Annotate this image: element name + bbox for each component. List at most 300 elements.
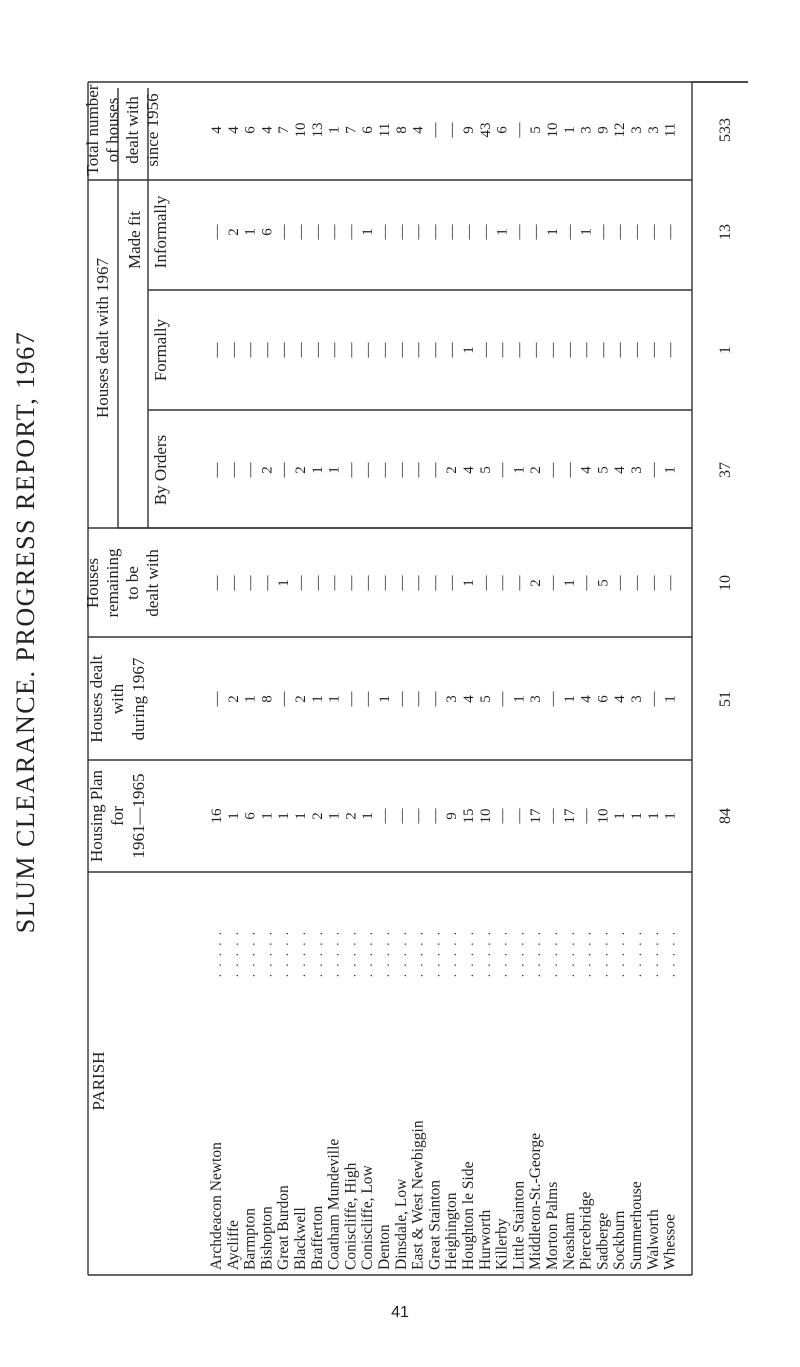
table-row bbox=[275, 126, 292, 1270]
parish-name: Coniscliffe, High bbox=[342, 1162, 360, 1270]
table-row bbox=[443, 122, 460, 1271]
total-informally: 13 bbox=[717, 224, 734, 240]
parish-name: Aycliffe bbox=[224, 1220, 242, 1270]
cell-informally: 1 bbox=[360, 228, 377, 236]
header-dealt-1967-line: with bbox=[108, 683, 127, 715]
cell-remaining: 1 bbox=[561, 579, 578, 587]
cell-formally: — bbox=[225, 342, 242, 358]
cell-formally: — bbox=[276, 342, 293, 358]
cell-dealt: 1 bbox=[326, 695, 343, 703]
cell-plan: — bbox=[427, 808, 444, 824]
cell-plan: 17 bbox=[528, 808, 545, 824]
cell-plan: — bbox=[578, 808, 595, 824]
parish-name: Archdeacon Newton bbox=[208, 1142, 225, 1270]
cell-orders: — bbox=[377, 462, 393, 478]
parish-name: Walworth bbox=[644, 1209, 662, 1270]
cell-formally: — bbox=[545, 342, 561, 358]
cell-plan: 1 bbox=[259, 812, 276, 820]
cell-dealt: 1 bbox=[377, 695, 393, 703]
table-row bbox=[393, 126, 410, 1270]
cell-informally: 1 bbox=[494, 228, 511, 236]
cell-total: 6 bbox=[242, 126, 259, 134]
cell-total: 12 bbox=[612, 122, 629, 138]
table-row bbox=[477, 123, 494, 1271]
cell-orders: 2 bbox=[444, 466, 461, 474]
parish-name: Bishopton bbox=[258, 1206, 276, 1270]
cell-informally: 1 bbox=[545, 228, 561, 236]
cell-dealt: 4 bbox=[612, 695, 629, 703]
table-row bbox=[611, 123, 628, 1271]
cell-informally: — bbox=[293, 224, 309, 240]
cell-informally: 2 bbox=[225, 228, 242, 236]
cell-total: 4 bbox=[225, 126, 242, 134]
cell-remaining: — bbox=[662, 575, 679, 591]
parish-name: Summerhouse bbox=[628, 1181, 645, 1270]
parish-name: Houghton le Side bbox=[460, 1161, 477, 1270]
cell-plan: 16 bbox=[209, 808, 225, 824]
cell-remaining: — bbox=[293, 575, 309, 591]
leader-dots: . . . . . bbox=[393, 930, 409, 978]
cell-total: 7 bbox=[343, 126, 360, 134]
cell-informally: — bbox=[377, 224, 393, 240]
cell-total: — bbox=[511, 122, 528, 138]
cell-total: 1 bbox=[561, 126, 578, 134]
cell-orders: — bbox=[494, 462, 511, 478]
cell-total: 3 bbox=[629, 126, 645, 134]
cell-dealt: — bbox=[360, 691, 377, 707]
leader-dots: . . . . . bbox=[662, 930, 678, 978]
leader-dots: . . . . . bbox=[209, 930, 224, 978]
cell-orders: 5 bbox=[477, 466, 494, 474]
leader-dots: . . . . . bbox=[293, 930, 308, 978]
cell-informally: — bbox=[477, 224, 494, 240]
cell-orders: 4 bbox=[461, 466, 477, 474]
cell-dealt: 3 bbox=[629, 695, 645, 703]
cell-orders: 2 bbox=[259, 466, 276, 474]
cell-formally: — bbox=[444, 342, 461, 358]
page-title: SLUM CLEARANCE. PROGRESS REPORT, 1967 bbox=[11, 330, 40, 934]
leader-dots: . . . . . bbox=[444, 930, 460, 978]
header-remaining-line: Houses bbox=[83, 557, 102, 609]
cell-formally: — bbox=[242, 342, 259, 358]
cell-dealt: 2 bbox=[225, 695, 242, 703]
cell-remaining: — bbox=[612, 575, 629, 591]
table-row bbox=[208, 126, 225, 1270]
header-remaining-line: dealt with bbox=[143, 549, 162, 617]
parish-name: Great Stainton bbox=[426, 1180, 444, 1270]
cell-total: 4 bbox=[410, 126, 427, 134]
parish-name: Sadberge bbox=[594, 1212, 612, 1270]
cell-plan: 17 bbox=[561, 808, 578, 824]
cell-formally: — bbox=[309, 342, 326, 358]
table-row bbox=[225, 126, 242, 1270]
cell-remaining: — bbox=[545, 575, 561, 591]
parish-name: Coniscliffe, Low bbox=[359, 1165, 377, 1270]
cell-plan: — bbox=[377, 808, 393, 824]
header-total-line: of houses bbox=[103, 97, 122, 163]
cell-orders: — bbox=[242, 462, 259, 478]
cell-informally: 6 bbox=[259, 228, 276, 236]
table-row bbox=[645, 126, 662, 1270]
cell-remaining: 1 bbox=[461, 579, 477, 587]
cell-orders: — bbox=[276, 462, 293, 478]
cell-formally: — bbox=[410, 342, 427, 358]
cell-orders: — bbox=[561, 462, 578, 478]
table-row bbox=[578, 126, 595, 1270]
cell-formally: — bbox=[528, 342, 545, 358]
cell-orders: — bbox=[343, 462, 360, 478]
parish-name: Denton bbox=[376, 1224, 393, 1270]
cell-plan: 6 bbox=[242, 812, 259, 820]
table-row bbox=[594, 126, 611, 1270]
cell-formally: — bbox=[595, 342, 612, 358]
cell-remaining: — bbox=[309, 575, 326, 591]
cell-informally: — bbox=[276, 224, 293, 240]
header-made-fit: Made fit bbox=[125, 210, 144, 270]
cell-orders: 1 bbox=[326, 466, 343, 474]
header-houses-dealt-1967: Houses dealt with 1967 bbox=[93, 257, 112, 419]
total-total: 533 bbox=[717, 118, 734, 142]
cell-plan: — bbox=[511, 808, 528, 824]
cell-plan: 15 bbox=[461, 808, 477, 824]
cell-orders: 3 bbox=[629, 466, 645, 474]
cell-orders: — bbox=[360, 462, 377, 478]
table-row bbox=[494, 126, 511, 1270]
parish-name: Little Stainton bbox=[510, 1180, 528, 1270]
cell-plan: 10 bbox=[477, 808, 494, 824]
table-row bbox=[628, 126, 645, 1270]
table-row bbox=[242, 126, 259, 1270]
cell-remaining: — bbox=[494, 575, 511, 591]
leader-dots: . . . . . bbox=[612, 930, 628, 978]
header-remaining-line: remaining bbox=[103, 548, 122, 618]
cell-dealt: 4 bbox=[461, 695, 477, 703]
cell-formally: — bbox=[561, 342, 578, 358]
cell-total: 3 bbox=[578, 126, 595, 134]
cell-remaining: — bbox=[259, 575, 276, 591]
cell-total: 10 bbox=[293, 122, 309, 138]
cell-orders: — bbox=[225, 462, 242, 478]
cell-remaining: — bbox=[209, 575, 225, 591]
leader-dots: . . . . . bbox=[427, 930, 443, 978]
cell-informally: — bbox=[612, 224, 629, 240]
cell-total: 4 bbox=[259, 126, 276, 134]
cell-dealt: 3 bbox=[528, 695, 545, 703]
cell-total: 13 bbox=[309, 122, 326, 138]
cell-formally: — bbox=[326, 342, 343, 358]
cell-dealt: 1 bbox=[309, 695, 326, 703]
cell-informally: — bbox=[595, 224, 612, 240]
header-housing-plan-line: 1961—1965 bbox=[129, 773, 148, 859]
parish-name: Heighington bbox=[443, 1192, 461, 1270]
header-by-orders: By Orders bbox=[151, 434, 170, 506]
parish-name: Dinsdale, Low bbox=[392, 1178, 410, 1270]
cell-plan: 1 bbox=[612, 812, 629, 820]
header-dealt-1967-line: during 1967 bbox=[129, 657, 148, 741]
cell-plan: 10 bbox=[595, 808, 612, 824]
cell-formally: — bbox=[645, 342, 662, 358]
cell-plan: 1 bbox=[662, 812, 679, 820]
leader-dots: . . . . . bbox=[477, 930, 493, 978]
cell-dealt: — bbox=[343, 691, 360, 707]
table-row bbox=[342, 126, 359, 1270]
parish-name: Coatham Mundeville bbox=[325, 1138, 343, 1270]
leader-dots: . . . . . bbox=[343, 930, 359, 978]
cell-orders: 5 bbox=[595, 466, 612, 474]
leader-dots: . . . . . bbox=[326, 930, 342, 978]
cell-formally: — bbox=[662, 342, 679, 358]
header-total-line: since 1956 bbox=[143, 93, 162, 167]
cell-formally: — bbox=[477, 342, 494, 358]
cell-total: — bbox=[444, 122, 461, 138]
cell-total: 1 bbox=[326, 126, 343, 134]
table-body bbox=[208, 118, 734, 1270]
table-row bbox=[292, 123, 309, 1271]
cell-formally: — bbox=[377, 342, 393, 358]
table-row bbox=[309, 123, 326, 1271]
cell-total: 4 bbox=[209, 126, 225, 134]
header-remaining-line: to be bbox=[123, 566, 142, 600]
cell-formally: — bbox=[494, 342, 511, 358]
cell-formally: — bbox=[629, 342, 645, 358]
table-row bbox=[662, 123, 679, 1270]
total-plan: 84 bbox=[717, 808, 734, 824]
cell-informally: — bbox=[410, 224, 427, 240]
cell-total: 9 bbox=[595, 126, 612, 134]
cell-informally: 1 bbox=[578, 228, 595, 236]
cell-total: 6 bbox=[360, 126, 377, 134]
cell-orders: — bbox=[427, 462, 444, 478]
total-formally: 1 bbox=[717, 346, 734, 354]
leader-dots: . . . . . bbox=[595, 930, 611, 978]
cell-remaining: — bbox=[427, 575, 444, 591]
cell-formally: — bbox=[209, 342, 225, 358]
cell-dealt: 1 bbox=[662, 695, 679, 703]
cell-total: 5 bbox=[528, 126, 545, 134]
cell-plan: 9 bbox=[444, 812, 461, 820]
cell-informally: — bbox=[511, 224, 528, 240]
cell-remaining: — bbox=[645, 575, 662, 591]
cell-remaining: 5 bbox=[595, 579, 612, 587]
leader-dots: . . . . . bbox=[360, 930, 376, 978]
cell-orders: 4 bbox=[578, 466, 595, 474]
cell-total: 6 bbox=[494, 126, 511, 134]
leader-dots: . . . . . bbox=[309, 930, 325, 978]
parish-name: Neasham bbox=[560, 1212, 578, 1270]
cell-total: 8 bbox=[393, 126, 410, 134]
cell-dealt: 2 bbox=[293, 695, 309, 703]
parish-name: Hurworth bbox=[476, 1209, 494, 1270]
cell-dealt: 8 bbox=[259, 695, 276, 703]
parish-name: Whessoe bbox=[661, 1214, 679, 1270]
cell-plan: — bbox=[393, 808, 410, 824]
parish-name: Piercebridge bbox=[577, 1191, 595, 1270]
cell-total: 3 bbox=[645, 126, 662, 134]
cell-dealt: — bbox=[427, 691, 444, 707]
cell-orders: — bbox=[410, 462, 427, 478]
cell-remaining: — bbox=[629, 575, 645, 591]
table-row bbox=[544, 123, 561, 1271]
cell-formally: — bbox=[259, 342, 276, 358]
cell-remaining: 1 bbox=[276, 579, 293, 587]
leader-dots: . . . . . bbox=[511, 930, 527, 978]
cell-orders: — bbox=[393, 462, 410, 478]
cell-remaining: — bbox=[326, 575, 343, 591]
leader-dots: . . . . . bbox=[461, 930, 476, 978]
table-row bbox=[561, 126, 578, 1270]
cell-informally: — bbox=[461, 224, 477, 240]
page-number: 41 bbox=[391, 1304, 409, 1321]
cell-plan: 1 bbox=[326, 812, 343, 820]
cell-plan: — bbox=[545, 808, 561, 824]
cell-dealt: — bbox=[494, 691, 511, 707]
cell-remaining: — bbox=[410, 575, 427, 591]
cell-orders: 1 bbox=[309, 466, 326, 474]
cell-orders: — bbox=[209, 462, 225, 478]
cell-dealt: — bbox=[410, 691, 427, 707]
cell-remaining: — bbox=[242, 575, 259, 591]
cell-formally: — bbox=[427, 342, 444, 358]
cell-orders: — bbox=[545, 462, 561, 478]
cell-remaining: — bbox=[444, 575, 461, 591]
parish-name: Morton Palms bbox=[544, 1181, 561, 1270]
cell-informally: — bbox=[326, 224, 343, 240]
cell-informally: — bbox=[209, 224, 225, 240]
table-rules bbox=[88, 82, 748, 1275]
table-row bbox=[326, 126, 343, 1270]
cell-plan: 1 bbox=[225, 812, 242, 820]
cell-plan: — bbox=[494, 808, 511, 824]
cell-total: 10 bbox=[545, 122, 561, 138]
parish-name: Great Burdon bbox=[275, 1185, 293, 1270]
cell-dealt: — bbox=[276, 691, 293, 707]
header-informally: Informally bbox=[151, 195, 170, 269]
cell-plan: 2 bbox=[343, 812, 360, 820]
cell-formally: 1 bbox=[461, 346, 477, 354]
cell-dealt: — bbox=[645, 691, 662, 707]
cell-formally: — bbox=[511, 342, 528, 358]
cell-dealt: 1 bbox=[511, 695, 528, 703]
header-total-line: dealt with bbox=[123, 96, 142, 164]
cell-remaining: — bbox=[477, 575, 494, 591]
table-row bbox=[258, 126, 275, 1270]
parish-name: Barmpton bbox=[241, 1208, 259, 1270]
cell-total: 9 bbox=[461, 126, 477, 134]
cell-total: 43 bbox=[477, 122, 494, 138]
cell-dealt: 1 bbox=[242, 695, 259, 703]
cell-informally: — bbox=[629, 224, 645, 240]
leader-dots: . . . . . bbox=[494, 930, 510, 978]
cell-orders: 2 bbox=[528, 466, 545, 474]
cell-remaining: — bbox=[393, 575, 410, 591]
cell-plan: 2 bbox=[309, 812, 326, 820]
cell-total: 11 bbox=[662, 122, 679, 138]
total-orders: 37 bbox=[717, 462, 734, 478]
table-row bbox=[527, 126, 544, 1270]
header-housing-plan-line: for bbox=[108, 806, 127, 826]
cell-plan: — bbox=[410, 808, 427, 824]
header-total-line: Total number bbox=[83, 84, 102, 176]
table-row bbox=[359, 126, 376, 1270]
cell-orders: 1 bbox=[662, 466, 679, 474]
cell-dealt: 4 bbox=[578, 695, 595, 703]
header-formally: Formally bbox=[151, 318, 170, 382]
cell-plan: 1 bbox=[645, 812, 662, 820]
cell-formally: — bbox=[578, 342, 595, 358]
cell-orders: 1 bbox=[511, 466, 528, 474]
table-row bbox=[460, 126, 477, 1270]
table-row bbox=[376, 123, 393, 1270]
cell-plan: 1 bbox=[276, 812, 293, 820]
cell-total: 7 bbox=[276, 126, 293, 134]
leader-dots: . . . . . bbox=[578, 930, 594, 978]
cell-dealt: — bbox=[209, 691, 225, 707]
parish-name: Blackwell bbox=[292, 1207, 309, 1270]
cell-orders: 2 bbox=[293, 466, 309, 474]
cell-informally: — bbox=[343, 224, 360, 240]
cell-orders: — bbox=[645, 462, 662, 478]
cell-remaining: 2 bbox=[528, 579, 545, 587]
leader-dots: . . . . . bbox=[629, 930, 644, 978]
cell-dealt: — bbox=[393, 691, 410, 707]
cell-remaining: — bbox=[578, 575, 595, 591]
cell-informally: — bbox=[528, 224, 545, 240]
column-headers bbox=[83, 84, 170, 1110]
cell-plan: 1 bbox=[360, 812, 377, 820]
cell-formally: — bbox=[612, 342, 629, 358]
leader-dots: . . . . . bbox=[561, 930, 577, 978]
leader-dots: . . . . . bbox=[528, 930, 544, 978]
cell-remaining: — bbox=[511, 575, 528, 591]
cell-remaining: — bbox=[225, 575, 242, 591]
parish-name: Killerby bbox=[493, 1218, 511, 1270]
cell-plan: 1 bbox=[629, 812, 645, 820]
cell-dealt: 6 bbox=[595, 695, 612, 703]
parish-name: Sockburn bbox=[611, 1210, 629, 1270]
header-parish: PARISH bbox=[89, 1051, 108, 1111]
leader-dots: . . . . . bbox=[545, 930, 560, 978]
cell-dealt: 1 bbox=[561, 695, 578, 703]
cell-formally: — bbox=[360, 342, 377, 358]
cell-total: — bbox=[427, 122, 444, 138]
leader-dots: . . . . . bbox=[410, 930, 426, 978]
leader-dots: . . . . . bbox=[225, 930, 241, 978]
table-row bbox=[510, 122, 527, 1271]
cell-informally: — bbox=[662, 224, 679, 240]
cell-orders: 4 bbox=[612, 466, 629, 474]
leader-dots: . . . . . bbox=[242, 930, 258, 978]
cell-informally: — bbox=[645, 224, 662, 240]
header-housing-plan-line: Housing Plan bbox=[87, 769, 106, 863]
cell-remaining: — bbox=[343, 575, 360, 591]
cell-plan: 1 bbox=[293, 812, 309, 820]
cell-dealt: 3 bbox=[444, 695, 461, 703]
cell-total: 11 bbox=[377, 122, 393, 138]
parish-name: Middleton-St.-George bbox=[527, 1132, 545, 1270]
cell-remaining: — bbox=[360, 575, 377, 591]
cell-formally: — bbox=[393, 342, 410, 358]
cell-remaining: — bbox=[377, 575, 393, 591]
cell-informally: — bbox=[309, 224, 326, 240]
cell-informally: — bbox=[444, 224, 461, 240]
cell-formally: — bbox=[343, 342, 360, 358]
total-dealt: 51 bbox=[717, 691, 734, 707]
cell-dealt: 5 bbox=[477, 695, 494, 703]
leader-dots: . . . . . bbox=[259, 930, 275, 978]
cell-informally: 1 bbox=[242, 228, 259, 236]
cell-dealt: — bbox=[545, 691, 561, 707]
totals-row bbox=[717, 118, 734, 824]
